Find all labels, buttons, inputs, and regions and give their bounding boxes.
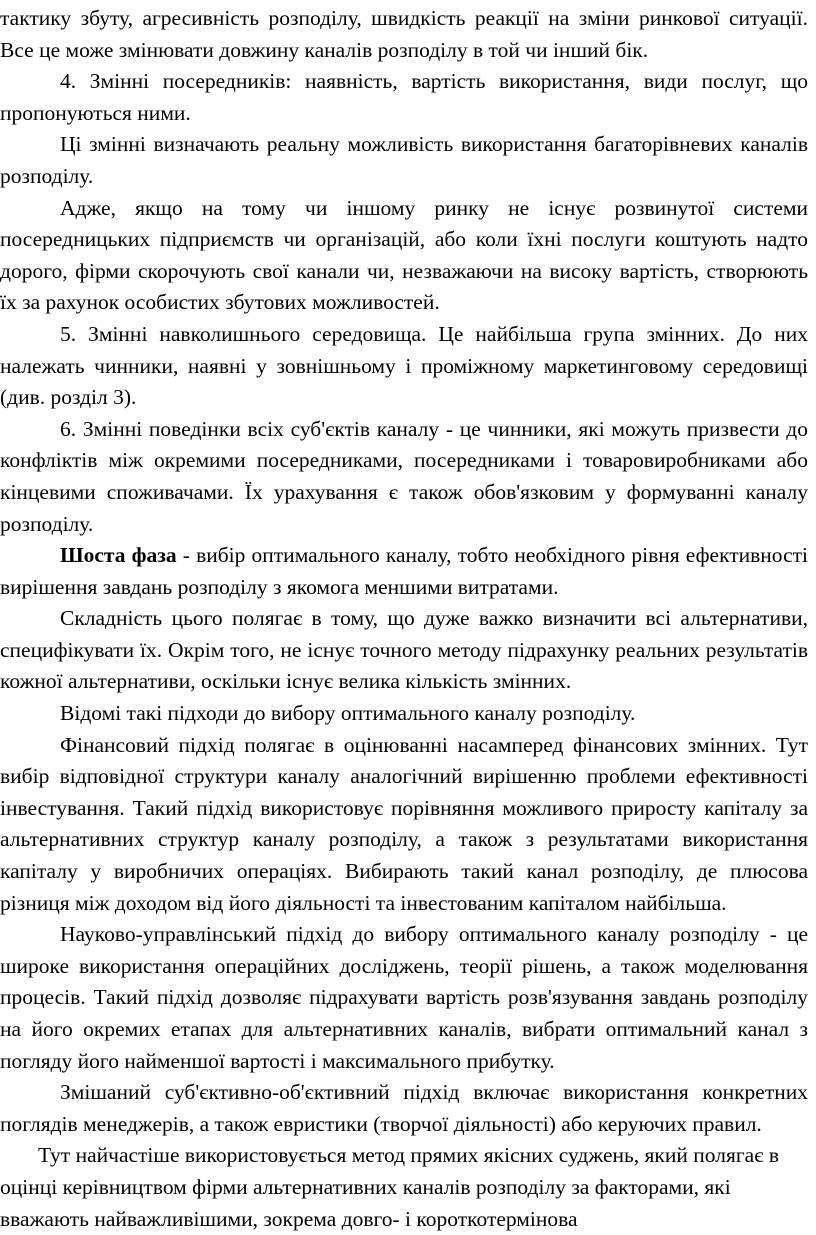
paragraph-complexity: [0, 603, 808, 698]
paragraph-continuation: [0, 3, 808, 66]
paragraph-behavior-variables: [0, 414, 808, 540]
paragraph-sixth-phase: [0, 540, 808, 603]
paragraph-text: Фінансовий підхід полягає в оцінюванні насамперед фінансових змінних. Тут вибір відповідної структури каналу аналогічний вирішенню проблеми ефективності інвестування. Такий підхід використовує порівняння можливого приросту капіталу за альтернативних структур каналу розподілу, а також з результатами використання капіталу у виробничих операціях. Вибирають такий канал розподілу, де плюсова різниця між доходом від його діяльності та інвестованим капіталом найбільша.: [0, 732, 808, 915]
paragraph-text: Науково-управлінський підхід до вибору оптимального каналу розподілу - це широке використання операційних досліджень, теорії рішень, а також моделювання процесів. Такий підхід дозволяє підрахувати вартість розв'язування завдань розподілу на його окремих етапах для альтернативних каналів, вибрати оптимальний канал з погляду його найменшої вартості і максимального прибутку.: [0, 922, 808, 1073]
paragraph-text: 4. Змінні посередників: наявність, вартість використання, види послуг, що пропонуються ними.: [0, 69, 808, 125]
paragraph-text: Ці змінні визначають реальну можливість використання багаторівневих каналів розподілу.: [0, 132, 808, 188]
paragraph-text: Адже, якщо на тому чи іншому ринку не існує розвинутої системи посередницьких підприємств чи організацій, або коли їхні послуги коштують надто дорого, фірми скорочують свої канали чи, незважаючи на високу вартість, створюють їх за рахунок особистих збутових можливостей.: [0, 195, 808, 315]
paragraph-mixed-approach: [0, 1077, 808, 1140]
paragraph-text: - вибір оптимального каналу, тобто необхідного рівня ефективності вирішення завдань розподілу з якомога меншими витратами.: [0, 543, 808, 599]
paragraph-intermediary-system: [0, 193, 808, 319]
paragraph-multilevel-channels: [0, 129, 808, 192]
paragraph-text: 6. Змінні поведінки всіх суб'єктів каналу - це чинники, які можуть призвести до конфліктів між окремими посередниками, посередниками і товаровиробниками або кінцевими споживачами. Їх урахування є також обов'язковим у формуванні каналу розподілу.: [0, 416, 808, 536]
paragraph-text: Змішаний суб'єктивно-об'єктивний підхід включає використання конкретних поглядів менеджерів, а також евристики (творчої діяльності) або керуючих правил.: [0, 1080, 808, 1136]
paragraph-text: Складність цього полягає в тому, що дуже важко визначити всі альтернативи, специфікувати їх. Окрім того, не існує точного методу підрахунку реальних результатів кожної альтернативи, оскільки існує велика кількість змінних.: [0, 606, 808, 694]
paragraph-text: Відомі такі підходи до вибору оптимального каналу розподілу.: [60, 701, 636, 726]
paragraph-financial-approach: [0, 730, 808, 920]
paragraph-intermediary-variables: [0, 66, 808, 129]
paragraph-text: тактику збуту, агресивність розподілу, швидкість реакції на зміни ринкової ситуації. Все це може змінювати довжину каналів розподілу в той чи інший бік.: [0, 6, 808, 62]
paragraph-direct-judgement: [0, 1140, 808, 1235]
paragraph-environment-variables: [0, 319, 808, 414]
paragraph-text: Тут найчастіше використовується метод прямих якісних суджень, який полягає в оцінці керівництвом фірми альтернативних каналів розподілу за факторами, які вважають найважливішими, зокрема довго- і короткотермінова: [0, 1143, 779, 1231]
document-body: [0, 3, 808, 1235]
paragraph-scientific-approach: [0, 919, 808, 1077]
paragraph-approaches-intro: [0, 698, 808, 730]
paragraph-bold-lead: Шоста фаза: [60, 543, 177, 568]
paragraph-text: 5. Змінні навколишнього середовища. Це найбільша група змінних. До них належать чинники, наявні у зовнішньому і проміжному маркетинговому середовищі (див. розділ 3).: [0, 321, 808, 410]
